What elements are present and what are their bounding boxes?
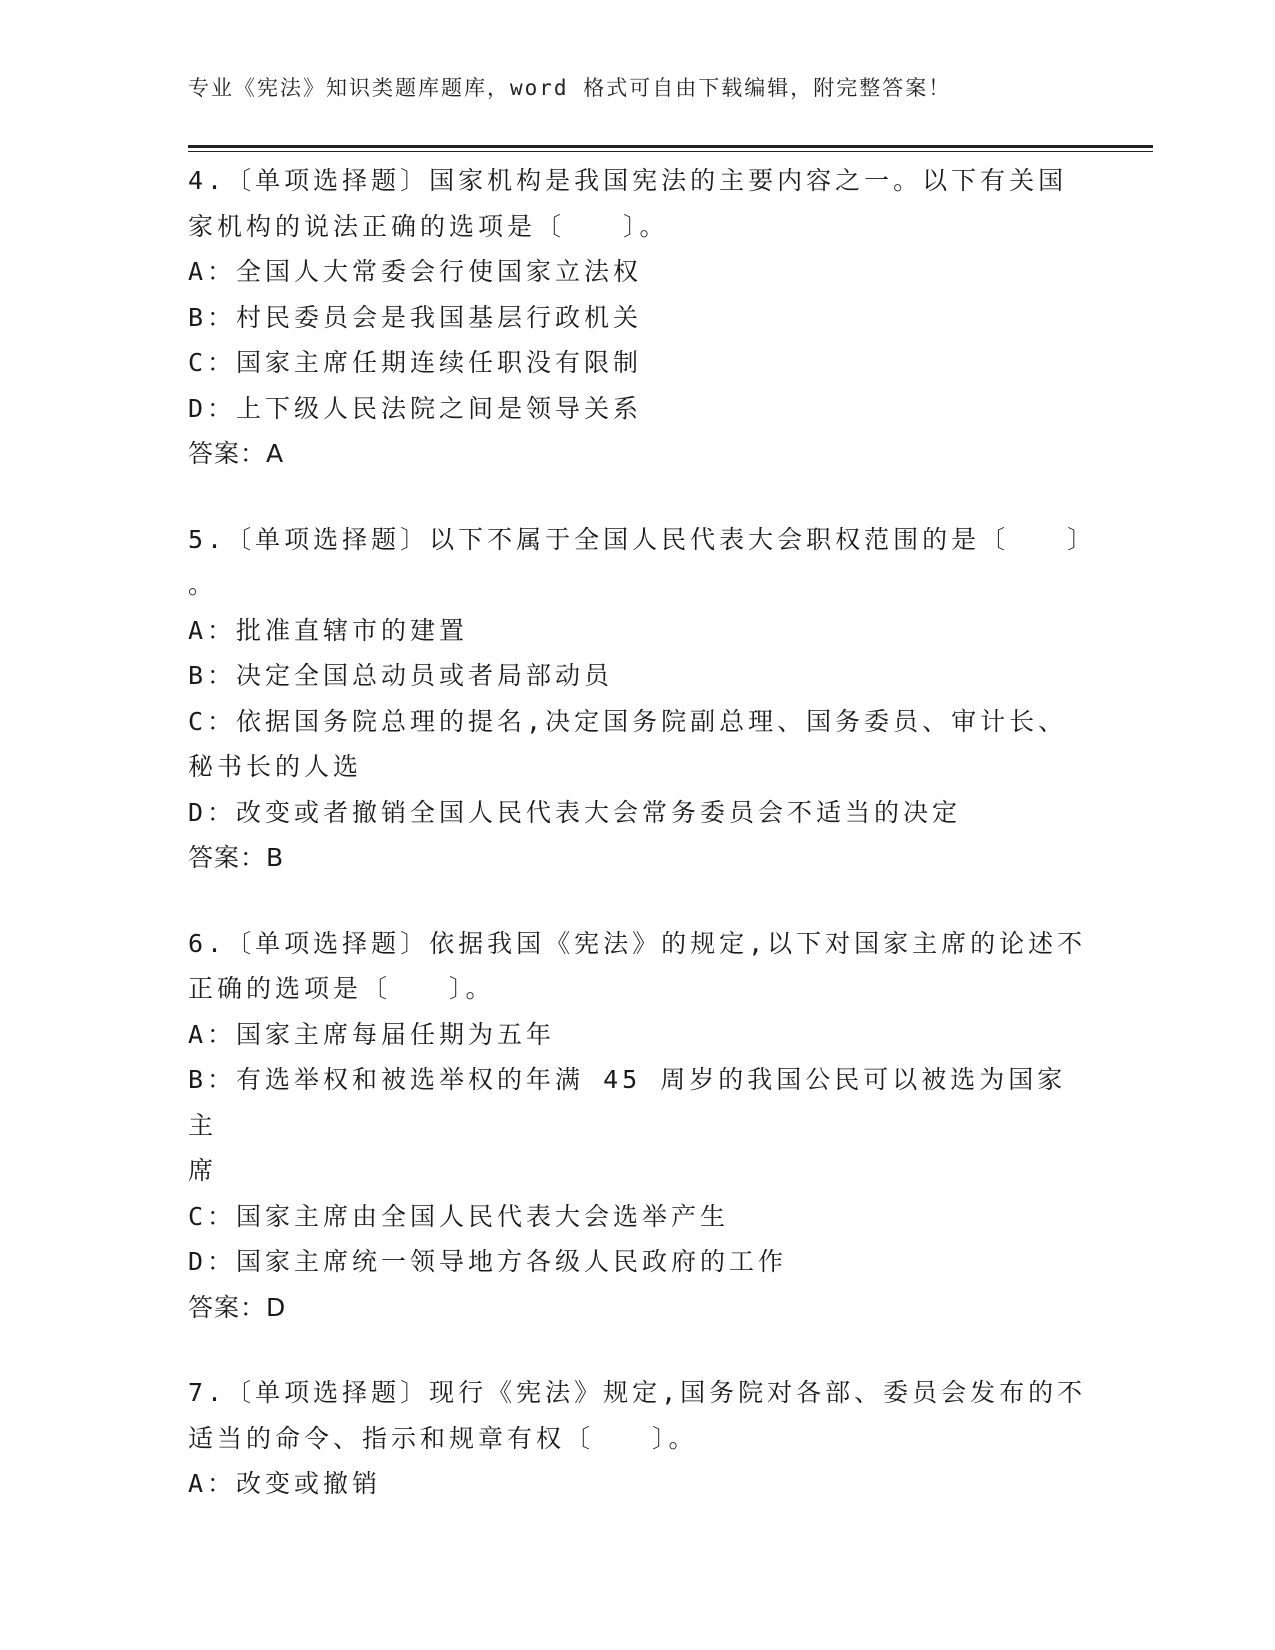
question-stem-line: 7.〔单项选择题〕现行《宪法》规定,国务院对各部、委员会发布的不 [188,1378,1087,1407]
question-stem-line: 5.〔单项选择题〕以下不属于全国人民代表大会职权范围的是〔 〕 [188,524,1097,554]
option-b: B：有选举权和被选举权的年满 45 周岁的我国公民可以被选为国家主 [188,1065,1067,1140]
option-c: C：国家主席任期连续任职没有限制 [188,348,643,377]
question-5 [188,517,1097,881]
question-7 [188,1370,1088,1507]
question-stem-line: 适当的命令、指示和规章有权〔 〕。 [188,1423,698,1453]
question-stem-line: 正确的选项是〔 〕。 [188,974,495,1003]
option-a: A：国家主席每届任期为五年 [188,1019,556,1049]
answer-line: 答案：B [188,843,285,872]
option-c: C：依据国务院总理的提名,决定国务院副总理、国务委员、审计长、 [188,706,1068,736]
option-a: A：改变或撤销 [188,1469,382,1498]
option-b-continued: 席 [188,1156,218,1185]
answer-line: 答案：D [188,1292,287,1322]
option-b: B：村民委员会是我国基层行政机关 [188,302,643,332]
option-d: D：改变或者撤销全国人民代表大会常务委员会不适当的决定 [188,797,962,827]
option-c: C：国家主席由全国人民代表大会选举产生 [188,1201,730,1231]
option-b: B：决定全国总动员或者局部动员 [188,661,614,690]
question-stem-line: 4.〔单项选择题〕国家机构是我国宪法的主要内容之一。以下有关国 [188,166,1068,195]
option-c-continued: 秘书长的人选 [188,752,363,781]
question-stem-line: 家机构的说法正确的选项是〔 〕。 [188,211,669,241]
page-header: 专业《宪法》知识类题库题库，word 格式可自由下载编辑，附完整答案！ [188,76,952,100]
question-stem-line: 。 [188,570,218,599]
question-list [188,158,1097,1547]
header-rule-thin [188,151,1153,152]
header-rule-thick [188,145,1153,148]
option-d: D：上下级人民法院之间是领导关系 [188,393,643,423]
question-6 [188,921,1088,1331]
answer-line: 答案：A [188,439,285,468]
option-d: D：国家主席统一领导地方各级人民政府的工作 [188,1247,788,1276]
option-a: A：批准直辖市的建置 [188,615,469,645]
question-stem-line: 6.〔单项选择题〕依据我国《宪法》的规定,以下对国家主席的论述不 [188,928,1087,958]
option-a: A：全国人大常委会行使国家立法权 [188,257,643,286]
question-4 [188,158,1088,477]
